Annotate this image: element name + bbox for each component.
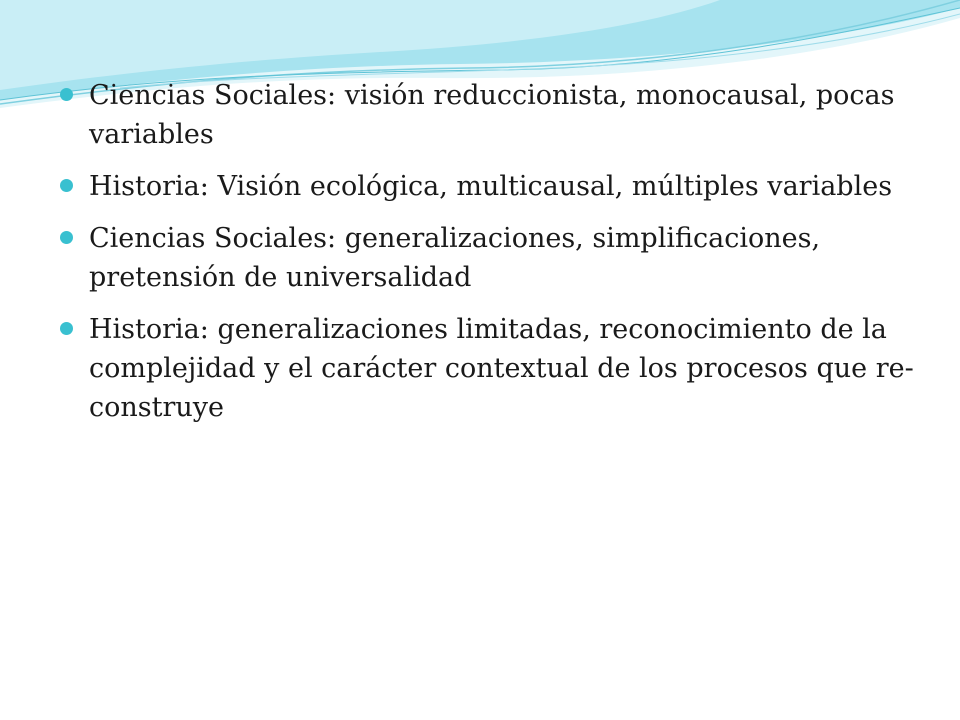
bullet-dot-icon <box>60 179 73 192</box>
bullet-dot-icon <box>60 88 73 101</box>
slide-body <box>60 76 920 440</box>
bullet-dot-icon <box>60 322 73 335</box>
bullet-text: Ciencias Sociales: visión reduccionista, monocausal, pocas variables <box>89 80 895 150</box>
bullet-item <box>60 310 920 427</box>
bullet-list <box>60 76 920 427</box>
bullet-text: Historia: Visión ecológica, multicausal, múltiples variables <box>89 171 893 202</box>
bullet-dot-icon <box>60 231 73 244</box>
bullet-item <box>60 167 920 206</box>
bullet-item <box>60 219 920 297</box>
bullet-text: Ciencias Sociales: generalizaciones, simplificaciones, pretensión de universalidad <box>89 223 821 293</box>
bullet-text: Historia: generalizaciones limitadas, reconocimiento de la complejidad y el carácter contextual de los procesos que re-construye <box>89 314 914 423</box>
bullet-item <box>60 76 920 154</box>
